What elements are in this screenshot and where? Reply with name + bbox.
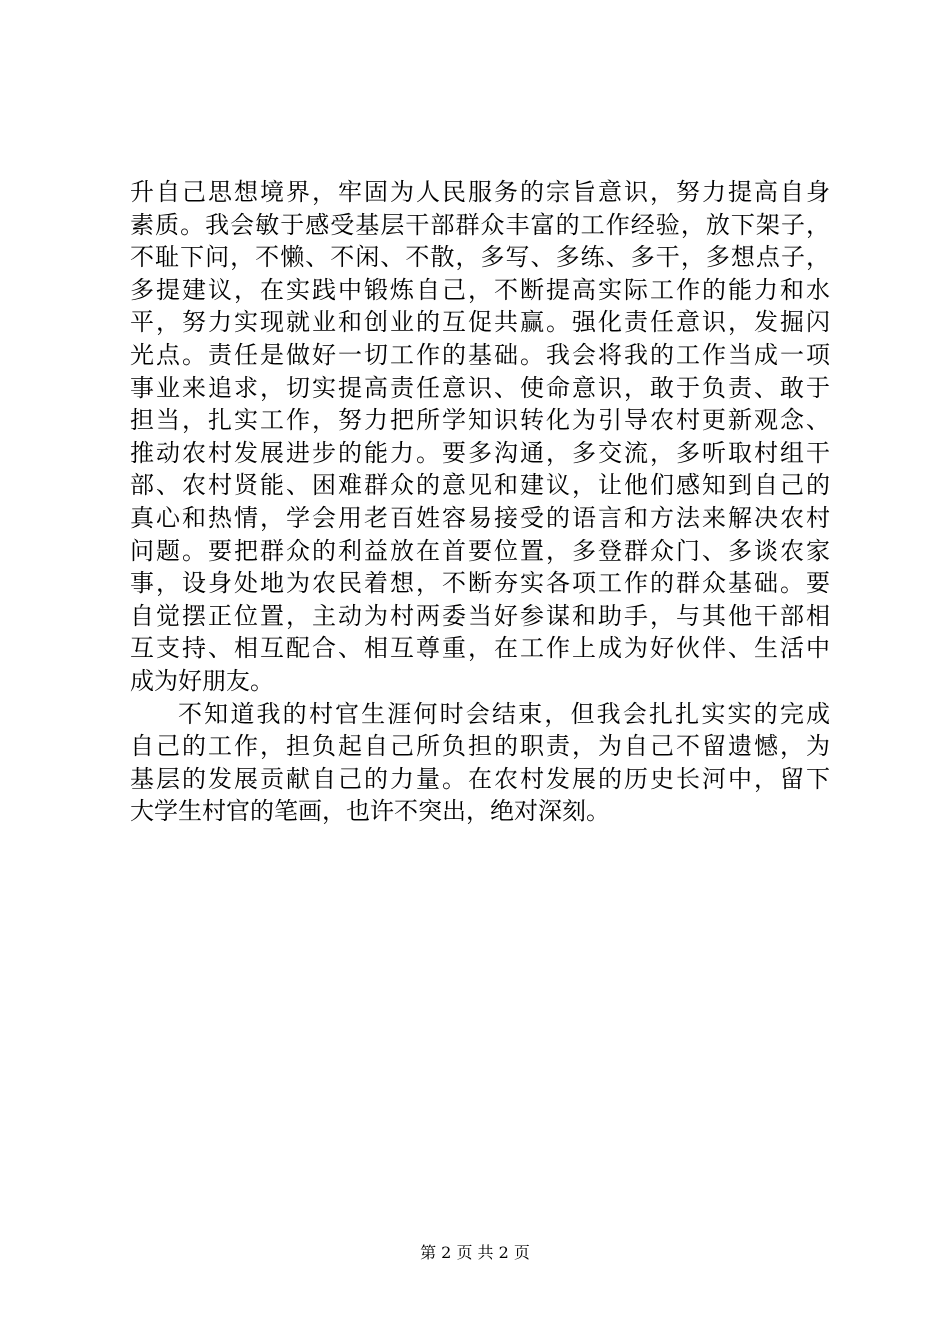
text-line: 基层的发展贡献自己的力量。在农村发展的历史长河中，留下 (130, 764, 830, 793)
text-line: 成为好朋友。 (130, 666, 274, 695)
text-line: 大学生村官的笔画，也许不突出，绝对深刻。 (130, 797, 610, 826)
text-line: 不耻下问，不懒、不闲、不散，多写、多练、多干，多想点子， (130, 243, 830, 272)
text-line: 光点。责任是做好一切工作的基础。我会将我的工作当成一项 (130, 340, 830, 369)
text-line: 真心和热情，学会用老百姓容易接受的语言和方法来解决农村 (130, 503, 830, 532)
text-line: 不知道我的村官生涯何时会结束，但我会扎扎实实的完成 (178, 699, 830, 728)
text-line: 推动农村发展进步的能力。要多沟通，多交流，多听取村组干 (130, 438, 830, 467)
text-line: 多提建议，在实践中锻炼自己，不断提高实际工作的能力和水 (130, 275, 830, 304)
page-footer (0, 1243, 950, 1263)
text-line: 自己的工作，担负起自己所负担的职责，为自己不留遗憾，为 (130, 732, 830, 761)
text-line: 平，努力实现就业和创业的互促共赢。强化责任意识，发掘闪 (130, 308, 830, 337)
text-line: 升自己思想境界，牢固为人民服务的宗旨意识，努力提高自身 (130, 178, 830, 206)
page-number: 第 2 页 共 2 页 (420, 1243, 530, 1262)
text-line: 事业来追求，切实提高责任意识、使命意识，敢于负责、敢于 (130, 373, 830, 402)
text-line: 事，设身处地为农民着想，不断夯实各项工作的群众基础。要 (130, 569, 830, 598)
text-line: 部、农村贤能、困难群众的意见和建议，让他们感知到自己的 (130, 471, 830, 500)
text-line: 素质。我会敏于感受基层干部群众丰富的工作经验，放下架子， (130, 210, 830, 239)
body-text (130, 176, 830, 828)
text-line: 担当，扎实工作，努力把所学知识转化为引导农村更新观念、 (130, 406, 830, 435)
text-line: 自觉摆正位置，主动为村两委当好参谋和助手，与其他干部相 (130, 601, 830, 630)
text-line: 互支持、相互配合、相互尊重，在工作上成为好伙伴、生活中 (130, 634, 830, 663)
text-line: 问题。要把群众的利益放在首要位置，多登群众门、多谈农家 (130, 536, 830, 565)
